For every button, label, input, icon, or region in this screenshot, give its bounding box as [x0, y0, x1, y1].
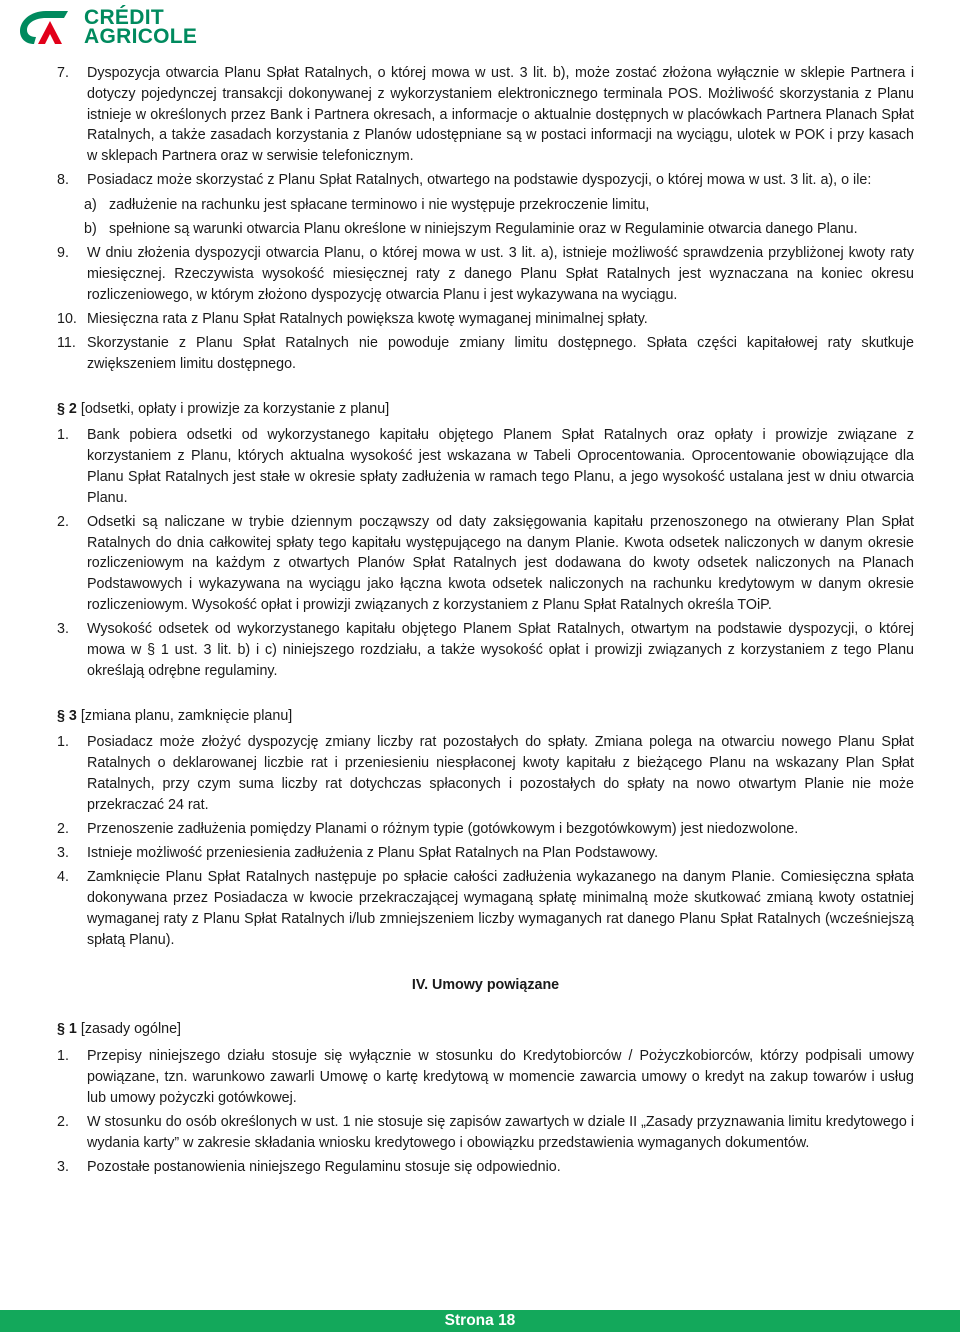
section-heading [57, 1019, 914, 1040]
bank-logo [16, 6, 197, 48]
item-text: Zamknięcie Planu Spłat Ratalnych następuje po spłacie całości zadłużenia wykazanego na danym Planie. Comiesięczna spłata dokonywana przez Posiadacza w kwocie przekraczającej wymaganą spłatę minimalną może skutkować zmianą kwoty ostatniej wymaganej raty z Planu Spłat Ratalnych i/lub zmniejszeniem liczby wymaganych rat danego Planu Spłat Ratalnych (wcześniejszą spłatą Planu). [87, 869, 914, 948]
item-number: 1. [57, 1048, 69, 1065]
item-text: Wysokość odsetek od wykorzystanego kapitału objętego Planem Spłat Ratalnych, otwartym na podstawie dyspozycji, o której mowa w § 1 ust. 3 lit. b) i c) niniejszego rozdziału, a także wysokość opłat i prowizji związanych z korzystaniem z tego Planu określają odrębne regulaminy. [87, 621, 914, 679]
item-text: Przenoszenie zadłużenia pomiędzy Planami o różnym typie (gotówkowym i bezgotówkowym) jest niedozwolone. [87, 821, 799, 838]
item-text: Miesięczna rata z Planu Spłat Ratalnych powiększa kwotę wymaganej minimalnej spłaty. [87, 310, 648, 327]
section-mark: § 2 [57, 400, 77, 417]
logo-line-2: AGRICOLE [84, 25, 198, 48]
list-item [57, 243, 914, 305]
list-item [57, 867, 914, 950]
list-item [57, 843, 914, 864]
item-number: 3. [57, 1158, 69, 1175]
item-text: W stosunku do osób określonych w ust. 1 nie stosuje się zapisów zawartych w dziale II „Zasady przyznawania limitu kredytowego i wydania karty” w zakresie składania wniosku kredytowego i obowiązku przedstawienia wymaganych dokumentów. [87, 1113, 914, 1151]
list-item [57, 819, 914, 840]
item-number: 9. [57, 244, 69, 261]
item-number: 4. [57, 869, 69, 886]
list-item [57, 512, 914, 616]
chapter-heading: IV. Umowy powiązane [411, 976, 560, 993]
item-number: 3. [57, 845, 69, 862]
sub-list-item [57, 195, 914, 216]
section-title: [odsetki, opłaty i prowizje za korzystanie z planu] [80, 400, 390, 417]
item-text: Dyspozycja otwarcia Planu Spłat Ratalnych, o której mowa w ust. 3 lit. b), może zostać złożona wyłącznie w sklepie Partnera i dotyczy pojedynczej transakcji dokonywanej z wykorzystaniem elektronicznego terminala POS. Możliwość skorzystania z Planu istnieje w określonych przez Bank i Partnera okresach, a informacje o aktualnie dostępnych w placówkach Partnera Planach Spłat Ratalnych, a także zasadach korzystania z Planów udostępniane są w postaci informacji na wyciągu, ulotek w POK i przy kasach w sklepach Partnera oraz w serwisie telefonicznym. [87, 65, 914, 165]
item-text: W dniu złożenia dyspozycji otwarcia Planu, o której mowa w ust. 3 lit. a), istnieje możliwość sprawdzenia przybliżonej kwoty raty miesięcznej. Rzeczywista wysokość miesięcznej raty z danego Planu Spłat Ratalnych jest wyznaczana na koniec okresu rozliczeniowego, w którym złożono dyspozycję otwarcia Planu i jest wykazywana na wyciągu. [87, 244, 914, 303]
item-number: 1. [57, 427, 69, 444]
item-text: Skorzystanie z Planu Spłat Ratalnych nie powoduje zmiany limitu dostępnego. Spłata części kapitałowej raty skutkuje zwiększeniem limitu dostępnego. [87, 334, 914, 372]
list-item [57, 1046, 914, 1108]
section-heading [57, 399, 914, 420]
item-number: 8. [57, 172, 69, 189]
list-item [57, 425, 914, 508]
logo-line-1: CRÉDIT [84, 6, 164, 29]
section-mark: § 1 [57, 1021, 77, 1038]
item-number: 3. [57, 621, 69, 638]
list-item [57, 732, 914, 815]
item-text: Istnieje możliwość przeniesienia zadłużenia z Planu Spłat Ratalnych na Plan Podstawowy. [87, 845, 659, 862]
list-item [57, 1112, 914, 1154]
sub-item-letter: a) [84, 196, 97, 213]
list-item [57, 1157, 914, 1178]
item-text: Bank pobiera odsetki od wykorzystanego kapitału objętego Planem Spłat Ratalnych oraz opłaty i prowizje związane z korzystaniem z Planu, których aktualna wysokość jest wskazana w Tabeli Oprocentowania. Oprocentowanie obowiązujące dla Planu Spłat Ratalnych jest stałe w okresie spłaty zadłużenia w ramach tego Planu, a jego wysokość ustalana jest w dniu otwarcia Planu. [87, 427, 914, 506]
list-item [57, 619, 914, 681]
item-number: 7. [57, 65, 69, 81]
credit-agricole-logo-icon [16, 7, 76, 47]
item-number: 2. [57, 513, 69, 530]
list-item [57, 170, 914, 191]
item-text: Posiadacz może złożyć dyspozycję zmiany liczby rat pozostałych do spłaty. Zmiana polega na otwarciu nowego Planu Spłat Ratalnych o deklarowanej liczbie rat i przeniesieniu niespłaconej kwoty kapitału z bieżącego Planu na wskazany Plan Spłat Ratalnych, przy czym suma liczby rat dotychczas spłaconych i pozostałych do spłaty na nowo otwartym Planie nie może przekraczać 24 rat. [87, 734, 914, 813]
section-title: [zmiana planu, zamknięcie planu] [80, 707, 293, 724]
item-number: 10. [57, 310, 77, 327]
document-body [57, 63, 914, 1181]
item-text: Odsetki są naliczane w trybie dziennym począwszy od daty zaksięgowania kapitału przenoszonego na otwierany Plan Spłat Ratalnych do dnia całkowitej spłaty tego kapitału występującego na danym Planie. Kwota odsetek naliczonych w danym okresie rozliczeniowym na każdym z otwartych Planów Spłat Ratalnych jest dodawana do kwoty odsetek naliczonych na Planach Podstawowych i wykazywana na wyciągu jako łączna kwota odsetek naliczonych na rachunku kredytowym w danym okresie rozliczeniowym. Wysokość opłat i prowizji związanych z korzystaniem z Planu Spłat Ratalnych określa TOiP. [87, 513, 914, 614]
item-number: 11. [57, 334, 76, 351]
item-number: 1. [57, 734, 69, 751]
item-text: Przepisy niniejszego działu stosuje się wyłącznie w stosunku do Kredytobiorców / Pożyczkobiorców, którzy podpisali umowy powiązane, tzn. warunkowo zawarli Umowę o kartę kredytową w momencie zawarcia umowy o kredyt na zakup towarów i usług lub umowy pożyczki gotówkowej. [87, 1048, 914, 1106]
sub-item-text: spełnione są warunki otwarcia Planu określone w niniejszym Regulaminie oraz w Regulaminie otwarcia danego Planu. [109, 220, 858, 237]
page-number: Strona 18 [444, 1312, 516, 1329]
section-title: [zasady ogólne] [80, 1021, 182, 1038]
sub-item-letter: b) [84, 220, 97, 237]
list-item [57, 333, 914, 375]
item-number: 2. [57, 821, 69, 838]
section-heading [57, 706, 914, 727]
list-item [57, 63, 914, 167]
sub-item-text: zadłużenie na rachunku jest spłacane terminowo i nie występuje przekroczenie limitu, [109, 196, 650, 213]
item-text: Pozostałe postanowienia niniejszego Regulaminu stosuje się odpowiednio. [87, 1158, 561, 1175]
item-text: Posiadacz może skorzystać z Planu Spłat Ratalnych, otwartego na podstawie dyspozycji, o której mowa w ust. 3 lit. a), o ile: [87, 172, 872, 189]
list-item [57, 309, 914, 330]
page-footer [0, 1310, 960, 1332]
item-number: 2. [57, 1113, 69, 1130]
sub-list-item [57, 219, 914, 240]
section-mark: § 3 [57, 707, 77, 724]
